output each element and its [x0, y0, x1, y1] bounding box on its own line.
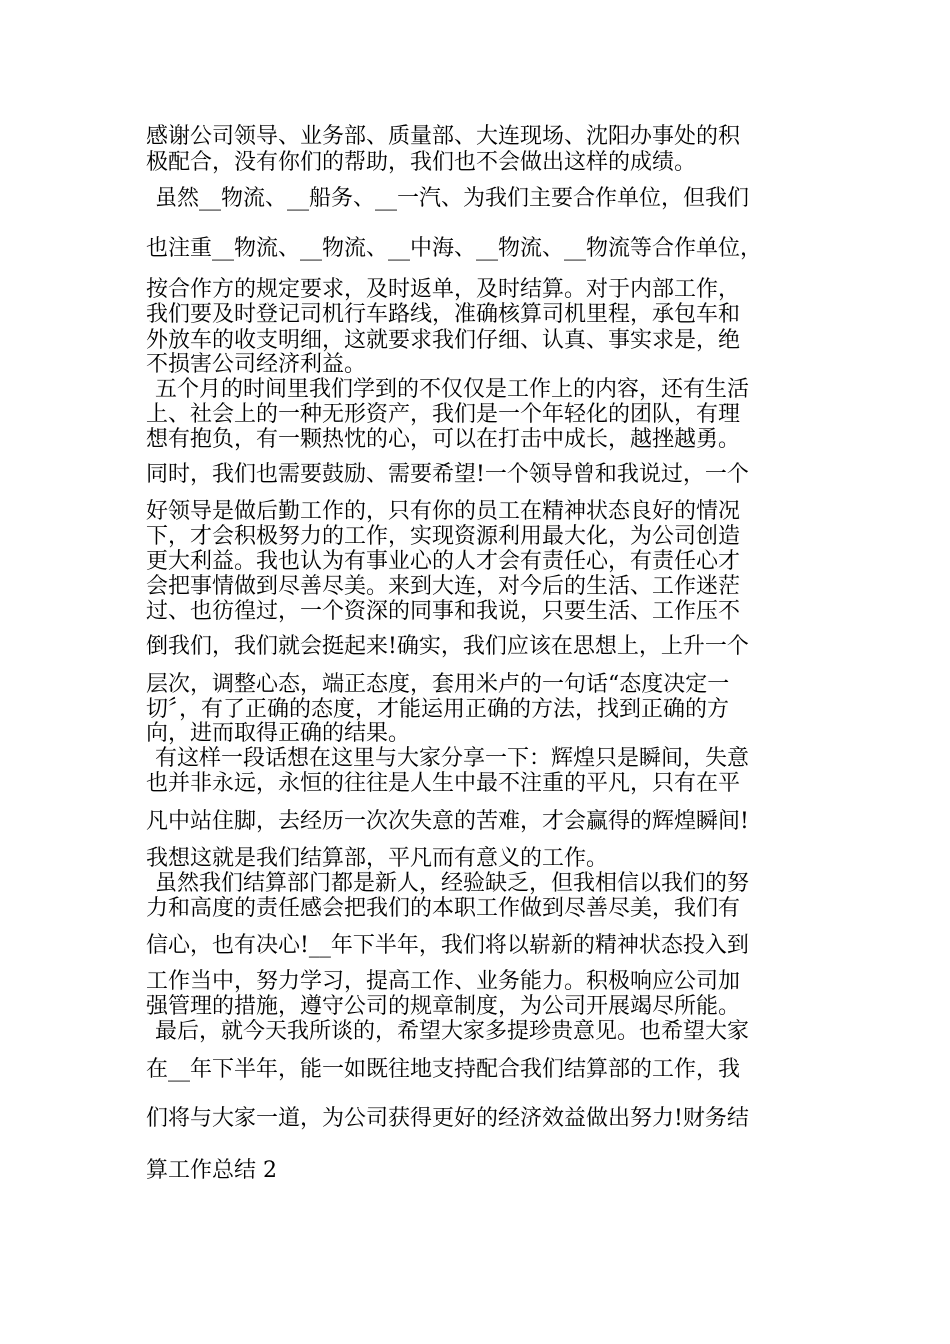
text-line: 想有抱负，有一颗热忱的心，可以在打击中成长，越挫越勇。 [146, 427, 741, 452]
text-line: 更大利益。我也认为有事业心的人才会有责任心，有责任心才 [146, 549, 741, 574]
text-line: 下，才会积极努力的工作，实现资源利用最大化，为公司创造 [146, 524, 741, 549]
text-line: 上、社会上的一种无形资产，我们是一个年轻化的团队，有理 [146, 402, 741, 427]
text-line: 凡中站住脚，去经历一次次失意的苦难，才会赢得的辉煌瞬间! [146, 809, 749, 834]
paragraph-start-line: 虽然__物流、__船务、__一汽、为我们主要合作单位，但我们 [155, 186, 750, 211]
paragraph-start-line: 最后，就今天我所谈的，希望大家多提珍贵意见。也希望大家 [155, 1019, 750, 1044]
text-line: 同时，我们也需要鼓励、需要希望!一个领导曾和我说过，一个 [146, 462, 749, 487]
text-line: 不损害公司经济利益。 [146, 352, 367, 377]
text-line: 在__年下半年，能一如既往地支持配合我们结算部的工作，我 [146, 1057, 741, 1082]
text-line: 工作当中，努力学习，提高工作、业务能力。积极响应公司加 [146, 969, 741, 994]
paragraph-start-line: 有这样一段话想在这里与大家分享一下：辉煌只是瞬间，失意 [155, 746, 750, 771]
text-line: 切〞，有了正确的态度，才能运用正确的方法，找到正确的方 [146, 697, 730, 722]
text-line: 也注重__物流、__物流、__中海、__物流、__物流等合作单位， [146, 236, 763, 261]
text-line: 层次，调整心态，端正态度，套用米卢的一句话“态度决定一 [146, 672, 730, 697]
paragraph-start-line: 虽然我们结算部门都是新人，经验缺乏，但我相信以我们的努 [155, 871, 750, 896]
text-line: 强管理的措施，遵守公司的规章制度，为公司开展竭尽所能。 [146, 994, 741, 1019]
text-line: 过、也彷徨过，一个资深的同事和我说，只要生活、工作压不 [146, 599, 741, 624]
text-line: 会把事情做到尽善尽美。来到大连，对今后的生活、工作迷茫 [146, 574, 741, 599]
text-line: 我想这就是我们结算部，平凡而有意义的工作。 [146, 846, 609, 871]
text-line: 也并非永远，永恒的往往是人生中最不注重的平凡，只有在平 [146, 771, 741, 796]
text-line: 倒我们，我们就会挺起来!确实，我们应该在思想上，上升一个 [146, 634, 749, 659]
paragraph-start-line: 五个月的时间里我们学到的不仅仅是工作上的内容，还有生活 [155, 377, 750, 402]
text-line: 外放车的收支明细，这就要求我们仔细、认真、事实求是，绝 [146, 328, 741, 353]
text-line: 按合作方的规定要求，及时返单，及时结算。对于内部工作， [146, 277, 741, 302]
section-title-line: 算工作总结 2 [146, 1158, 277, 1183]
text-line: 极配合，没有你们的帮助，我们也不会做出这样的成绩。 [146, 150, 697, 175]
text-line: 力和高度的责任感会把我们的本职工作做到尽善尽美，我们有 [146, 896, 741, 921]
text-line: 好领导是做后勤工作的，只有你的员工在精神状态良好的情况 [146, 499, 741, 524]
text-line: 我们要及时登记司机行车路线，准确核算司机里程，承包车和 [146, 302, 741, 327]
text-line: 信心，也有决心!__年下半年，我们将以崭新的精神状态投入到 [146, 933, 749, 958]
text-line: 们将与大家一道，为公司获得更好的经济效益做出努力!财务结 [146, 1106, 749, 1131]
text-line: 向，进而取得正确的结果。 [146, 721, 411, 746]
text-line: 感谢公司领导、业务部、质量部、大连现场、沈阳办事处的积 [146, 124, 741, 149]
